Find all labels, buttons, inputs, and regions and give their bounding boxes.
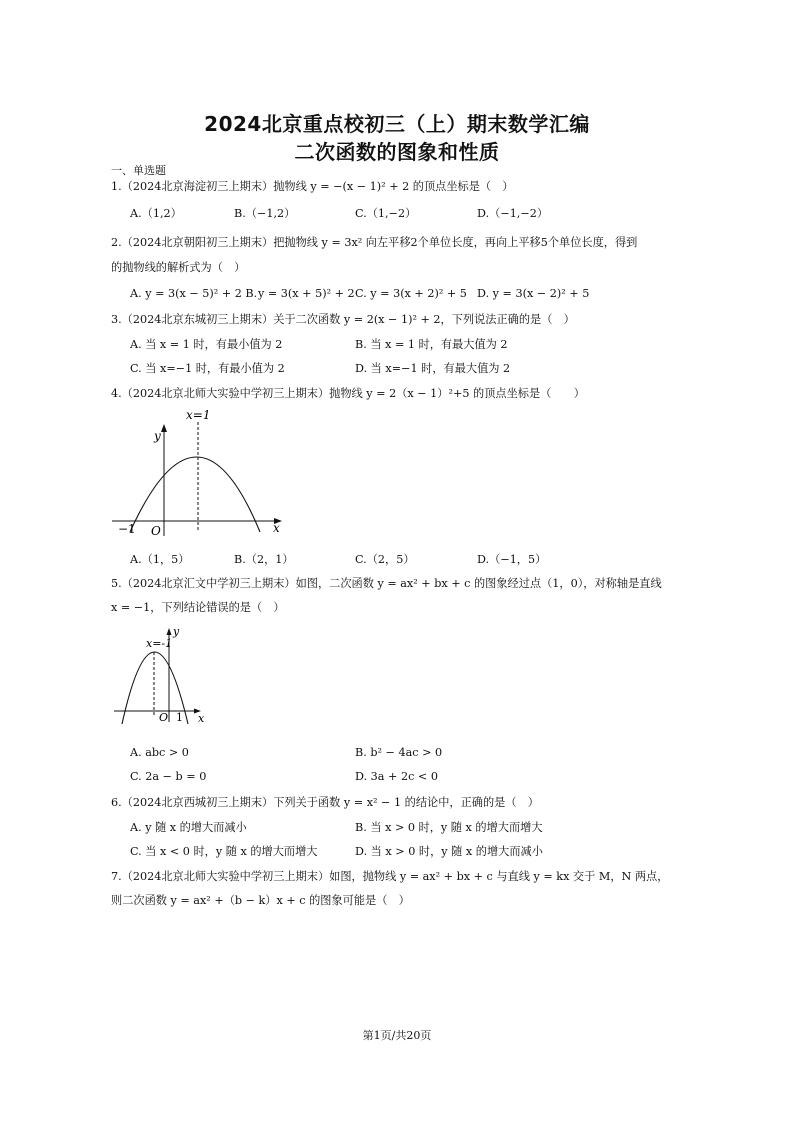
q5-option-b: B. b² − 4ac > 0 [355,746,443,759]
q4-y-axis-arrow [161,424,167,432]
q2-option-d: D. y = 3(x − 2)² + 5 [477,287,590,300]
section-heading: 一、单选题 [111,164,166,177]
q7-stem-line2: 则二次函数 y = ax² +（b − k）x + c 的图象可能是（ ） [111,894,410,907]
q2-option-c: C. y = 3(x + 2)² + 5 [355,287,467,300]
q5-y-label: y [173,625,180,638]
q5-stem-line1: 5.（2024北京汇文中学初三上期末）如图，二次函数 y = ax² + bx + c 的图象经过点（1，0），对称轴是直线 [111,577,662,590]
q2-stem-line1: 2.（2024北京朝阳初三上期末）把抛物线 y = 3x² 向左平移2个单位长度，再向上平移5个单位长度，得到 [111,236,638,249]
q5-one-label: 1 [176,711,183,724]
q6-option-a: A. y 随 x 的增大而减小 [130,821,247,834]
q3-stem: 3.（2024北京东城初三上期末）关于二次函数 y = 2(x − 1)² + 2，下列说法正确的是（ ） [111,313,575,326]
q5-option-d: D. 3a + 2c < 0 [355,770,438,783]
q3-option-c: C. 当 x=−1 时，有最小值为 2 [130,362,285,375]
q1-option-d: D.（−1,−2） [477,207,549,220]
q6-option-d: D. 当 x > 0 时，y 随 x 的增大而减小 [355,845,543,858]
q6-stem: 6.（2024北京西城初三上期末）下列关于函数 y = x² − 1 的结论中，正确的是（ ） [111,796,539,809]
q4-y-label: y [154,429,161,443]
q1-option-c: C.（1,−2） [355,207,417,220]
q5-option-c: C. 2a − b = 0 [130,770,207,783]
q3-option-d: D. 当 x=−1 时，有最大值为 2 [355,362,511,375]
q5-stem-line2: x = −1，下列结论错误的是（ ） [111,601,285,614]
q7-stem-line1: 7.（2024北京北师大实验中学初三上期末）如图，抛物线 y = ax² + bx + c 与直线 y = kx 交于 M，N 两点， [111,870,669,883]
q1-stem: 1.（2024北京海淀初三上期末）抛物线 y = −(x − 1)² + 2 的顶点坐标是（ ） [111,180,514,193]
q5-y-axis-arrow [167,628,172,635]
page-footer: 第1页/共20页 [362,1029,432,1042]
q5-parabola-graph [110,622,210,727]
q5-axis-eq-label: x=-1 [146,637,173,650]
q4-option-a: A.（1，5） [130,553,190,566]
q4-option-d: D.（−1，5） [477,553,547,566]
q1-option-a: A.（1,2） [130,207,182,220]
page-title: 2024北京重点校初三（上）期末数学汇编 [204,112,590,136]
q5-x-label: x [198,712,205,725]
q4-neg-one-label: −1 [118,522,136,536]
q4-stem: 4.（2024北京北师大实验中学初三上期末）抛物线 y = 2（x − 1）²+5 的顶点坐标是（ ） [111,387,585,400]
q6-option-b: B. 当 x > 0 时，y 随 x 的增大而增大 [355,821,543,834]
q5-option-a: A. abc > 0 [130,746,189,759]
q4-parabola-graph [110,408,290,540]
q3-option-a: A. 当 x = 1 时，有最小值为 2 [130,338,283,351]
q5-origin-label: O [159,711,169,724]
q4-option-b: B.（2，1） [234,553,294,566]
q6-option-c: C. 当 x < 0 时，y 随 x 的增大而增大 [130,845,318,858]
q4-x-label: x [273,521,280,535]
q4-origin-label: O [151,524,161,538]
q1-option-b: B.（−1,2） [234,207,296,220]
q4-axis-eq-label: x=1 [186,408,211,422]
q2-stem-line2: 的抛物线的解析式为（ ） [111,261,246,274]
q2-option-a: A. y = 3(x − 5)² + 2 B. [130,287,258,300]
q4-option-c: C.（2，5） [355,553,415,566]
q3-option-b: B. 当 x = 1 时，有最大值为 2 [355,338,508,351]
page-subtitle: 二次函数的图象和性质 [294,140,500,164]
q2-option-b: y = 3(x + 5)² + 2 [258,287,355,300]
